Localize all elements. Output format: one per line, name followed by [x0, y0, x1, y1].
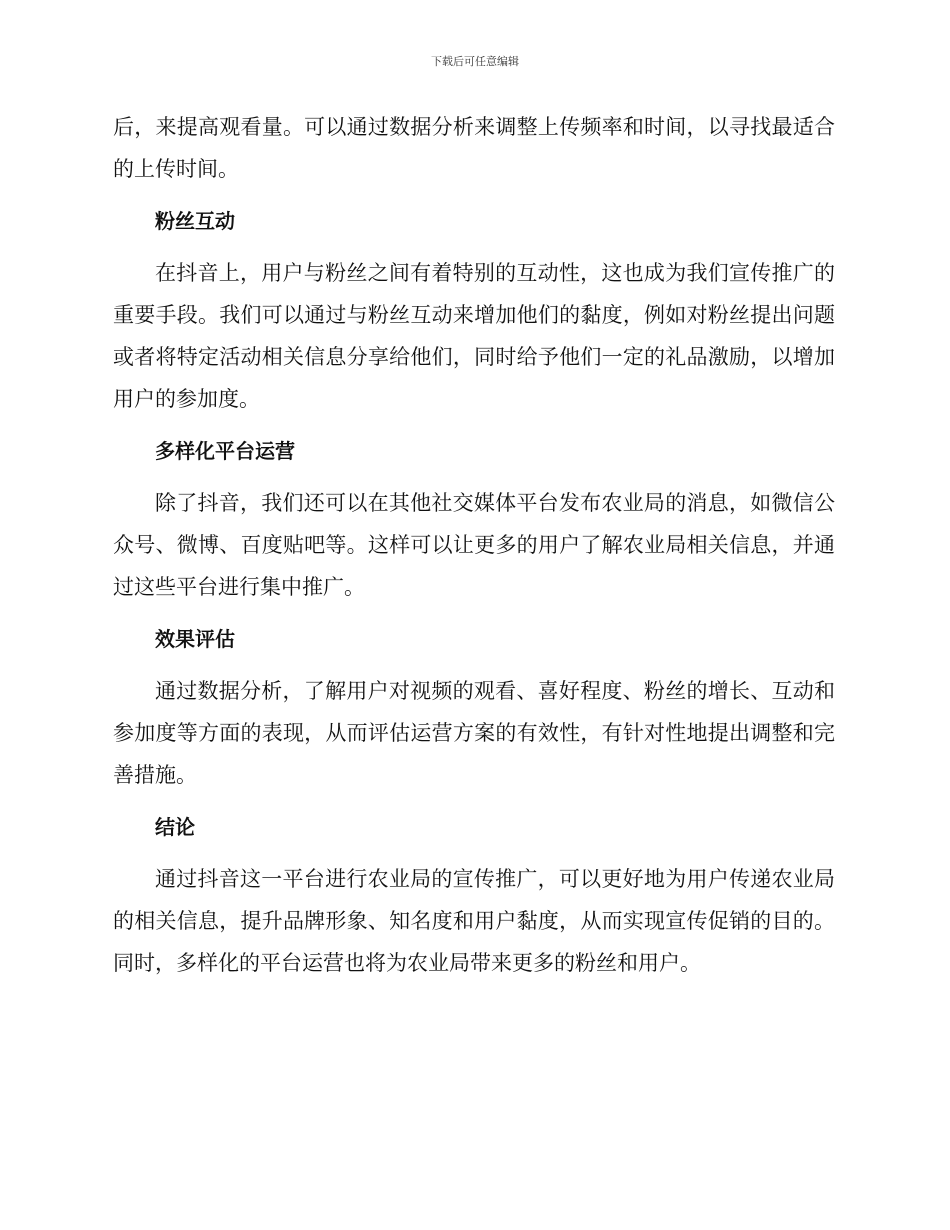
paragraph-continuation: 后，来提高观看量。可以通过数据分析来调整上传频率和时间，以寻找最适合的上传时间。 — [113, 115, 835, 181]
section-heading-fan-interaction: 粉丝互动 — [155, 209, 235, 233]
document-body — [113, 106, 835, 984]
paragraph-conclusion: 通过抖音这一平台进行农业局的宣传推广，可以更好地为用户传递农业局的相关信息，提升品牌形象、知名度和用户黏度，从而实现宣传促销的目的。同时，多样化的平台运营也将为农业局带来更多的粉丝和用户。 — [113, 867, 835, 975]
paragraph-multi-platform: 除了抖音，我们还可以在其他社交媒体平台发布农业局的消息，如微信公众号、微博、百度贴吧等。这样可以让更多的用户了解农业局相关信息，并通过这些平台进行集中推广。 — [113, 491, 835, 599]
section-heading-evaluation: 效果评估 — [155, 627, 235, 651]
paragraph-evaluation: 通过数据分析，了解用户对视频的观看、喜好程度、粉丝的增长、互动和参加度等方面的表现，从而评估运营方案的有效性，有针对性地提出调整和完善措施。 — [113, 679, 835, 787]
paragraph-fan-interaction: 在抖音上，用户与粉丝之间有着特别的互动性，这也成为我们宣传推广的重要手段。我们可以通过与粉丝互动来增加他们的黏度，例如对粉丝提出问题或者将特定活动相关信息分享给他们，同时给予他们一定的礼品激励，以增加用户的参加度。 — [113, 261, 835, 411]
section-heading-multi-platform: 多样化平台运营 — [155, 439, 295, 463]
page-header: 下载后可任意编辑 — [431, 55, 519, 68]
section-heading-conclusion: 结论 — [155, 815, 195, 839]
